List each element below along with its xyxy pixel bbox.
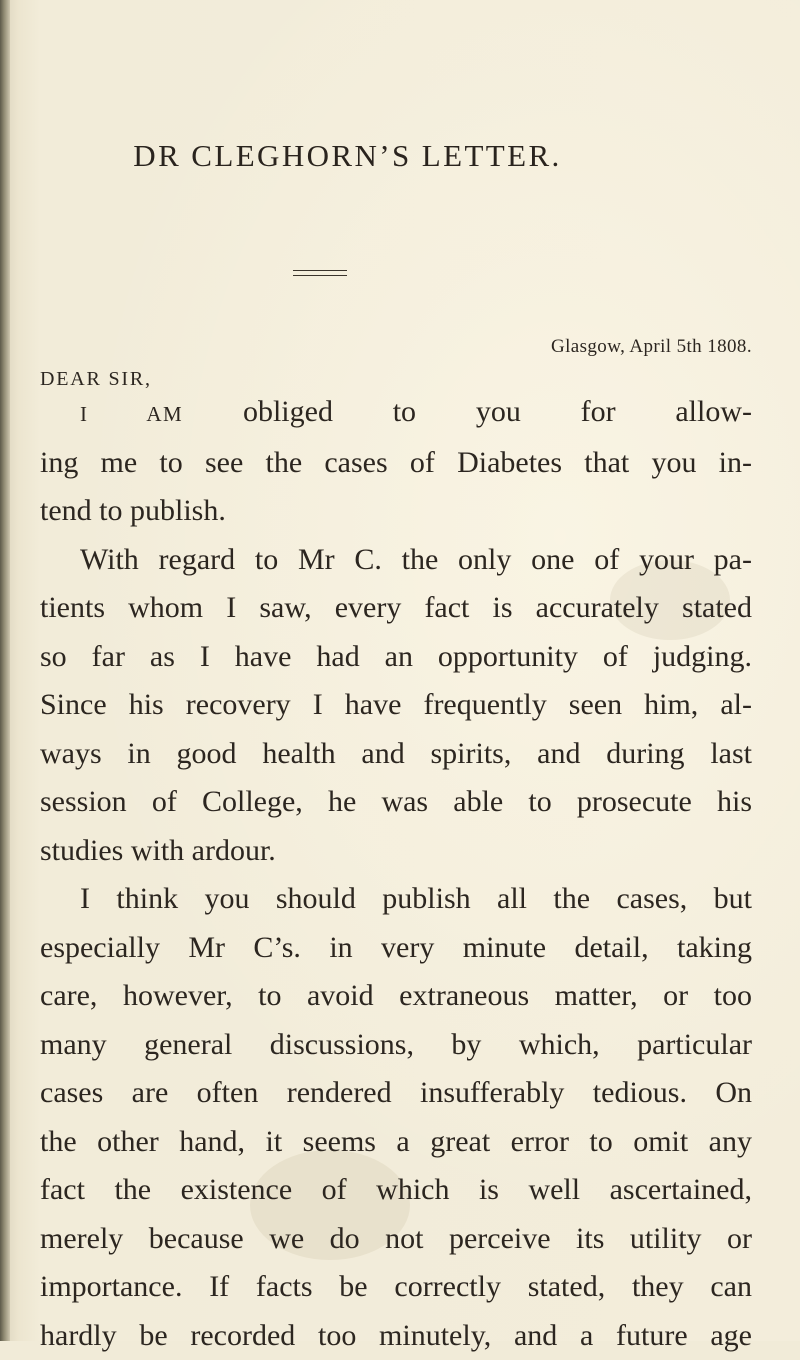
text-line-rest: obliged to you for allow-	[183, 395, 752, 428]
text-line: Since his recovery I have frequently seen him, al-	[40, 681, 752, 730]
text-line	[40, 388, 752, 439]
text-line: tend to publish.	[40, 487, 752, 536]
letter-dateline: Glasgow, April 5th 1808.	[0, 336, 752, 358]
text-line: session of College, he was able to prosecute his	[40, 778, 752, 827]
text-line: ways in good health and spirits, and during last	[40, 730, 752, 779]
page-gutter	[0, 0, 10, 1341]
text-line: so far as I have had an opportunity of judging.	[40, 633, 752, 682]
text-line: cases are often rendered insufferably tedious. On	[40, 1069, 752, 1118]
text-line: especially Mr C’s. in very minute detail, taking	[40, 924, 752, 973]
ornamental-rule	[293, 270, 347, 271]
text-line: many general discussions, by which, particular	[40, 1021, 752, 1070]
letter-body	[40, 388, 752, 1360]
letter-salutation: DEAR SIR,	[40, 368, 152, 391]
text-line: care, however, to avoid extraneous matter, or too	[40, 972, 752, 1021]
text-line: studies with ardour.	[40, 827, 752, 876]
text-line: tients whom I saw, every fact is accurately stated	[40, 584, 752, 633]
text-line: fact the existence of which is well ascertained,	[40, 1166, 752, 1215]
text-line: hardly be recorded too minutely, and a future age	[40, 1312, 752, 1360]
text-line: importance. If facts be correctly stated, they can	[40, 1263, 752, 1312]
opening-small-caps: I AM	[80, 402, 183, 426]
page-title: DR CLEGHORN’S LETTER.	[0, 138, 695, 174]
text-line: I think you should publish all the cases, but	[40, 875, 752, 924]
text-line: With regard to Mr C. the only one of your pa-	[40, 536, 752, 585]
text-line: ing me to see the cases of Diabetes that you in-	[40, 439, 752, 488]
ornamental-rule	[293, 275, 347, 276]
text-line: the other hand, it seems a great error to omit any	[40, 1118, 752, 1167]
text-line: merely because we do not perceive its utility or	[40, 1215, 752, 1264]
